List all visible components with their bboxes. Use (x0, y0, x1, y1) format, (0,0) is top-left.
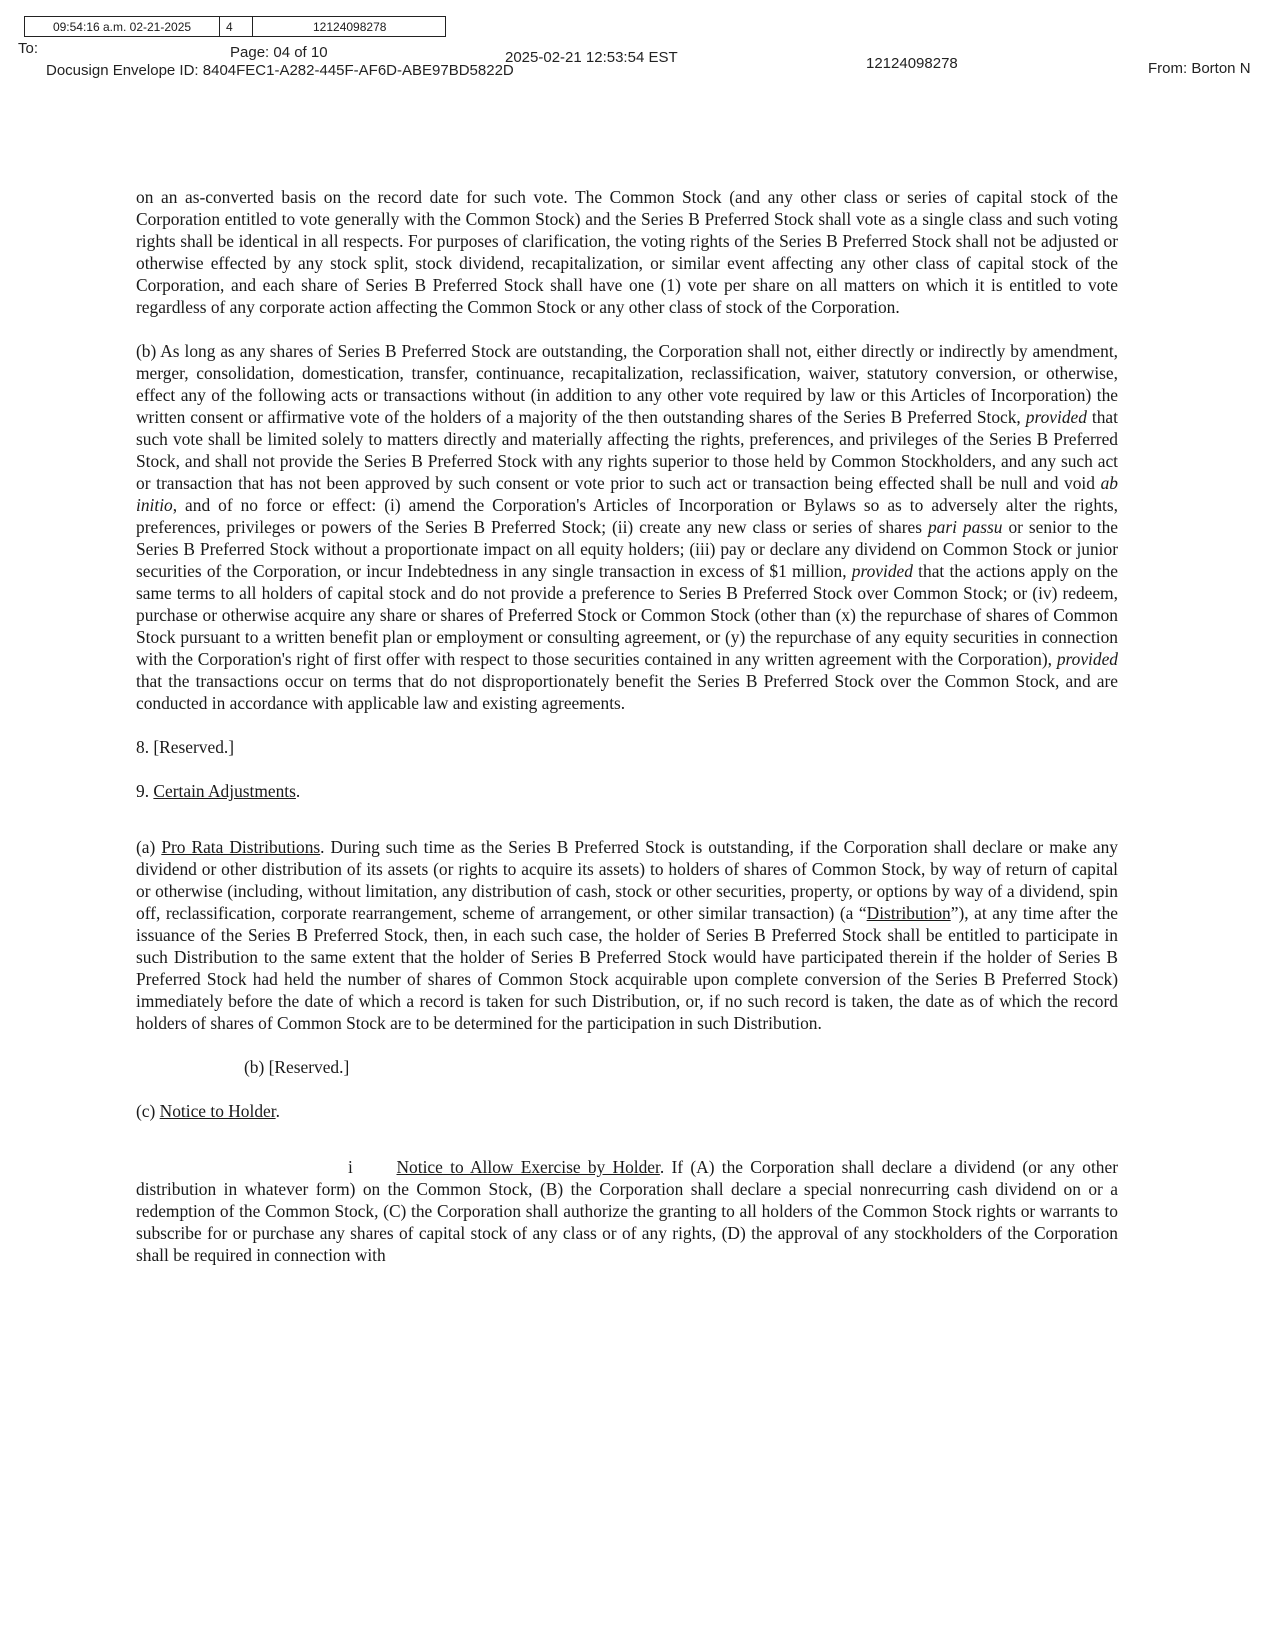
paragraph-protective-provisions: (b) As long as any shares of Series B Preferred Stock are outstanding, the Corporation shall not, either directly or indirectly by amendment, merger, consolidation, domestication, transfer, continuance, recapitalization, reclassification, waiver, statutory conversion, or otherwise, effect any of the following acts or transactions without (in addition to any other vote required by law or this Articles of Incorporation) the written consent or affirmative vote of the holders of a majority of the then outstanding shares of the Series B Preferred Stock, provided that such vote shall be limited solely to matters directly and materially affecting the rights, preferences, and privileges of the Series B Preferred Stock, and shall not provide the Series B Preferred Stock with any rights superior to those held by Common Stockholders, and any such act or transaction that has not been approved by such consent or vote prior to such act or transaction being effected shall be null and void ab initio, and of no force or effect: (i) amend the Corporation's Articles of Incorporation or Bylaws so as to adversely alter the rights, preferences, privileges or powers of the Series B Preferred Stock; (ii) create any new class or series of shares pari passu or senior to the Series B Preferred Stock without a proportionate impact on all equity holders; (iii) pay or declare any dividend on Common Stock or junior securities of the Corporation, or incur Indebtedness in any single transaction in excess of $1 million, provided that the actions apply on the same terms to all holders of capital stock and do not provide a preference to Series B Preferred Stock over Common Stock; or (iv) redeem, purchase or otherwise acquire any share or shares of Preferred Stock or Common Stock (other than (x) the repurchase of shares of Common Stock pursuant to a written benefit plan or employment or consulting agreement, or (y) the repurchase of any equity securities in connection with the Corporation's right of first offer with respect to those securities contained in any written agreement with the Corporation), provided that the transactions occur on terms that do not disproportionately benefit the Series B Preferred Stock over the Common Stock, and are conducted in accordance with applicable law and existing agreements. (136, 341, 1118, 713)
paragraph-pro-rata-distributions: (a) Pro Rata Distributions. During such time as the Series B Preferred Stock is outstanding, if the Corporation shall declare or make any dividend or other distribution of its assets (or rights to acquire its assets) to holders of shares of Common Stock, by way of return of capital or otherwise (including, without limitation, any distribution of cash, stock or other securities, property, or options by way of a dividend, spin off, reclassification, corporate rearrangement, scheme of arrangement, or other similar transaction) (a “Distribution”), at any time after the issuance of the Series B Preferred Stock, then, in each such case, the holder of Series B Preferred Stock shall be entitled to participate in such Distribution to the same extent that the holder of Series B Preferred Stock would have participated therein if the holder of Series B Preferred Stock had held the number of shares of Common Stock acquirable upon complete conversion of the Series B Preferred Stock) immediately before the date of which a record is taken for such Distribution, or, if no such record is taken, the date as of which the record holders of shares of Common Stock are to be determined for the participation in such Distribution. (136, 837, 1118, 1033)
section-9-heading: 9. Certain Adjustments. (136, 781, 301, 801)
document-body (136, 186, 1118, 1288)
section-8-heading: 8. [Reserved.] (136, 737, 235, 757)
to-label: To: (18, 40, 39, 57)
page-label: Page: 04 of 10 (230, 44, 328, 61)
docusign-envelope-id: Docusign Envelope ID: 8404FEC1-A282-445F-AF6D-ABE97BD5822D (46, 62, 514, 79)
subsection-c-heading: (c) Notice to Holder. (136, 1101, 280, 1121)
fax-timestamp: 09:54:16 a.m. 02-21-2025 (25, 17, 220, 36)
subsection-b-reserved: (b) [Reserved.] (244, 1057, 350, 1077)
fax-transmission-box (24, 16, 446, 37)
fax-number: 12124098278 (313, 19, 387, 34)
header-fax-number: 12124098278 (866, 55, 958, 72)
paragraph-notice-exercise: i Notice to Allow Exercise by Holder. If (A) the Corporation shall declare a dividend (or any other distribution in whatever form) on the Common Stock, (B) the Corporation shall declare a special nonrecurring cash dividend on or a redemption of the Common Stock, (C) the Corporation shall authorize the granting to all holders of the Common Stock rights or warrants to subscribe for or purchase any shares of capital stock of any class or of any rights, (D) the approval of any stockholders of the Corporation shall be required in connection with (136, 1157, 1118, 1265)
from-label: From: Borton N (1148, 60, 1251, 77)
fax-page-number: 4 (220, 17, 253, 36)
transmission-datetime: 2025-02-21 12:53:54 EST (505, 49, 678, 66)
paragraph-voting: on an as-converted basis on the record date for such vote. The Common Stock (and any other class or series of capital stock of the Corporation entitled to vote generally with the Common Stock) and the Series B Preferred Stock shall vote as a single class and such voting rights shall be identical in all respects. For purposes of clarification, the voting rights of the Series B Preferred Stock shall not be adjusted or otherwise effected by any stock split, stock dividend, recapitalization, or similar event affecting any other class of capital stock of the Corporation, and each share of Series B Preferred Stock shall have one (1) vote per share on all matters on which it is entitled to vote regardless of any corporate action affecting the Common Stock or any other class of stock of the Corporation. (136, 187, 1118, 317)
